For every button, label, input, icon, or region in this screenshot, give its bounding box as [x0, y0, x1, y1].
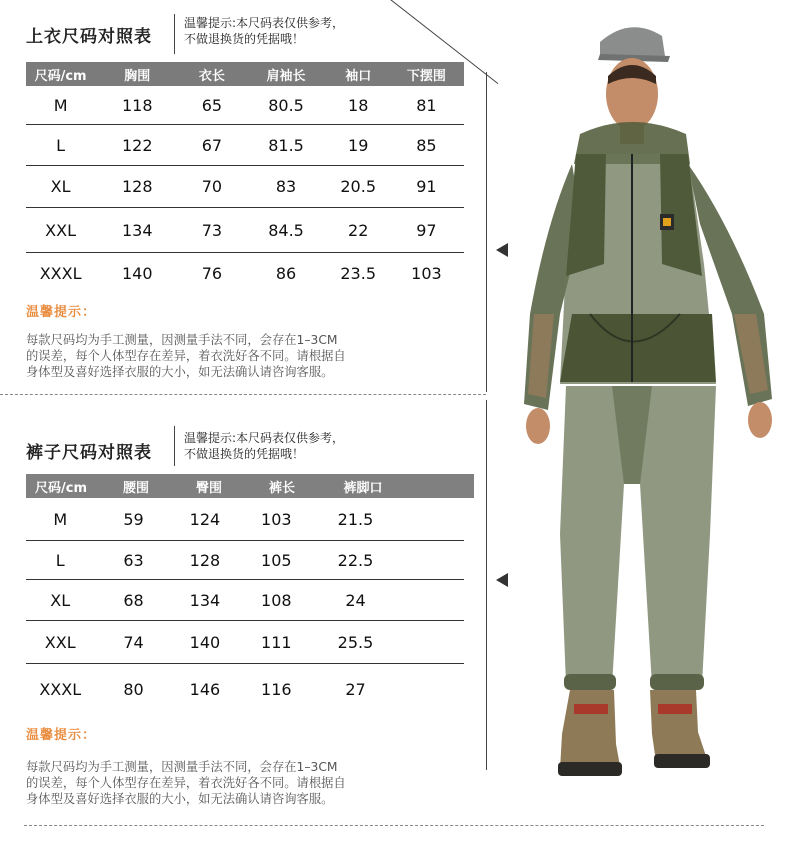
- size-cell: XL: [50, 177, 71, 196]
- table-cell: 97: [416, 220, 437, 240]
- size-cell: M: [53, 509, 68, 529]
- header-cell: 裤长: [268, 480, 295, 496]
- tip-line: 每款尺码均为手工测量，因测量手法不同，会存在1–3CM: [26, 333, 338, 347]
- right-boot: [650, 690, 706, 762]
- table-cell: 81.5: [268, 135, 304, 155]
- table-cell: 83: [275, 177, 297, 196]
- header-cell: 臀围: [195, 480, 222, 496]
- table-cell: 122: [121, 135, 153, 155]
- top-size-chart-section: [26, 0, 476, 380]
- vertical-divider-bottom: [486, 400, 487, 770]
- table-cell: 68: [123, 590, 144, 610]
- header-cell: 尺码/cm: [34, 480, 87, 496]
- header-cell: 裤脚口: [343, 480, 383, 496]
- header-cell: 胸围: [124, 68, 151, 84]
- table-cell: 118: [121, 95, 153, 115]
- model-in-mesh-suit-image: [520, 14, 782, 814]
- table-cell: 18: [348, 95, 369, 115]
- table-cell: 84.5: [268, 220, 304, 240]
- bottom-dashed-divider: [24, 825, 764, 826]
- table-cell: 21.5: [337, 509, 374, 529]
- section-dashed-divider: [0, 394, 486, 395]
- bottom-tip-title: 温馨提示：: [26, 728, 97, 743]
- table-cell: 23.5: [340, 263, 376, 283]
- title-divider: [174, 426, 175, 466]
- size-cell: L: [56, 135, 66, 155]
- table-row: [26, 86, 464, 125]
- note-line: 不做退换货的凭据哦！: [184, 447, 305, 461]
- size-cell: XL: [50, 590, 71, 610]
- tip-line: 每款尺码均为手工测量，因测量手法不同，会存在1–3CM: [26, 760, 338, 774]
- table-cell: 146: [189, 679, 221, 699]
- header-cell: 衣长: [198, 68, 225, 84]
- table-cell: 74: [123, 632, 144, 652]
- note-line: 不做退换货的凭据哦！: [184, 32, 305, 46]
- table-cell: 116: [261, 679, 292, 699]
- table-cell: 134: [189, 590, 221, 610]
- table-cell: 140: [121, 263, 153, 283]
- table-cell: 76: [201, 263, 223, 283]
- top-size-table: [26, 62, 464, 293]
- table-row: [26, 208, 464, 253]
- tip-line: 的误差，每个人体型存在差异，着衣洗好各不同。请根据自: [26, 349, 346, 363]
- note-line: 温馨提示:本尺码表仅供参考，: [184, 16, 345, 30]
- table-cell: 73: [201, 220, 223, 240]
- table-cell: 19: [348, 135, 369, 155]
- bottom-size-chart-section: [26, 418, 476, 807]
- table-cell: 81: [416, 95, 437, 115]
- table-cell: 124: [189, 509, 221, 529]
- table-row: [26, 253, 464, 293]
- vertical-divider-top: [486, 72, 487, 392]
- table-cell: 91: [416, 177, 437, 196]
- table-cell: 128: [121, 177, 153, 196]
- size-cell: M: [53, 95, 68, 115]
- size-cell: XXXL: [39, 263, 82, 283]
- table-cell: 63: [123, 550, 144, 570]
- table-row: [26, 125, 464, 166]
- bottom-chart-note: [184, 430, 344, 462]
- table-cell: 59: [123, 509, 144, 529]
- size-cell: XXL: [44, 632, 76, 652]
- table-cell: 108: [261, 590, 292, 610]
- bottom-table-header: [26, 474, 474, 498]
- top-chart-title: 上衣尺码对照表: [26, 27, 152, 47]
- size-cell: XXL: [45, 220, 77, 240]
- header-cell: 袖口: [345, 68, 372, 84]
- header-cell: 尺码/cm: [34, 68, 87, 84]
- top-table-header: [26, 62, 464, 86]
- cap-icon: [600, 27, 665, 58]
- table-row: [26, 498, 464, 541]
- table-cell: 111: [261, 632, 292, 652]
- header-cell: 下摆围: [406, 68, 446, 84]
- tip-line: 身体型及喜好选择衣服的大小，如无法确认请咨询客服。: [26, 365, 334, 379]
- bottom-size-table: [26, 474, 464, 714]
- header-cell: 肩袖长: [266, 68, 306, 84]
- left-boot: [560, 690, 620, 770]
- note-line: 温馨提示:本尺码表仅供参考，: [184, 431, 345, 445]
- pointer-arrow-top-icon: [496, 243, 508, 257]
- table-cell: 70: [201, 177, 223, 196]
- table-cell: 103: [411, 263, 442, 283]
- header-cell: 腰围: [122, 480, 149, 496]
- table-cell: 20.5: [340, 177, 376, 196]
- table-cell: 67: [201, 135, 223, 155]
- table-cell: 22.5: [337, 550, 374, 570]
- table-row: [26, 621, 464, 664]
- tip-line: 身体型及喜好选择衣服的大小，如无法确认请咨询客服。: [26, 792, 334, 806]
- top-tip-body: [26, 332, 466, 380]
- table-cell: 80.5: [268, 95, 304, 115]
- table-row: [26, 541, 464, 580]
- bottom-chart-title: 裤子尺码对照表: [26, 443, 152, 463]
- bottom-tip-body: [26, 759, 466, 807]
- table-cell: 22: [348, 220, 369, 240]
- top-tip-title: 温馨提示：: [26, 305, 97, 320]
- table-cell: 80: [123, 679, 144, 699]
- top-title-row: [26, 0, 476, 62]
- table-row: [26, 664, 464, 714]
- title-divider: [174, 14, 175, 54]
- tip-line: 的误差，每个人体型存在差异，着衣洗好各不同。请根据自: [26, 776, 346, 790]
- size-cell: XXXL: [39, 679, 82, 699]
- table-cell: 103: [261, 509, 292, 529]
- table-cell: 140: [189, 632, 221, 652]
- table-cell: 85: [416, 135, 437, 155]
- bottom-title-row: [26, 418, 476, 474]
- table-cell: 105: [261, 550, 292, 570]
- table-cell: 25.5: [337, 632, 374, 652]
- table-cell: 134: [121, 220, 153, 240]
- size-cell: L: [55, 550, 65, 570]
- table-cell: 65: [201, 95, 223, 115]
- pointer-arrow-bottom-icon: [496, 573, 508, 587]
- table-row: [26, 580, 464, 621]
- table-cell: 86: [275, 263, 297, 283]
- top-chart-note: [184, 15, 344, 47]
- table-row: [26, 166, 464, 208]
- table-cell: 128: [189, 550, 221, 570]
- table-cell: 27: [345, 679, 366, 699]
- table-cell: 24: [345, 590, 366, 610]
